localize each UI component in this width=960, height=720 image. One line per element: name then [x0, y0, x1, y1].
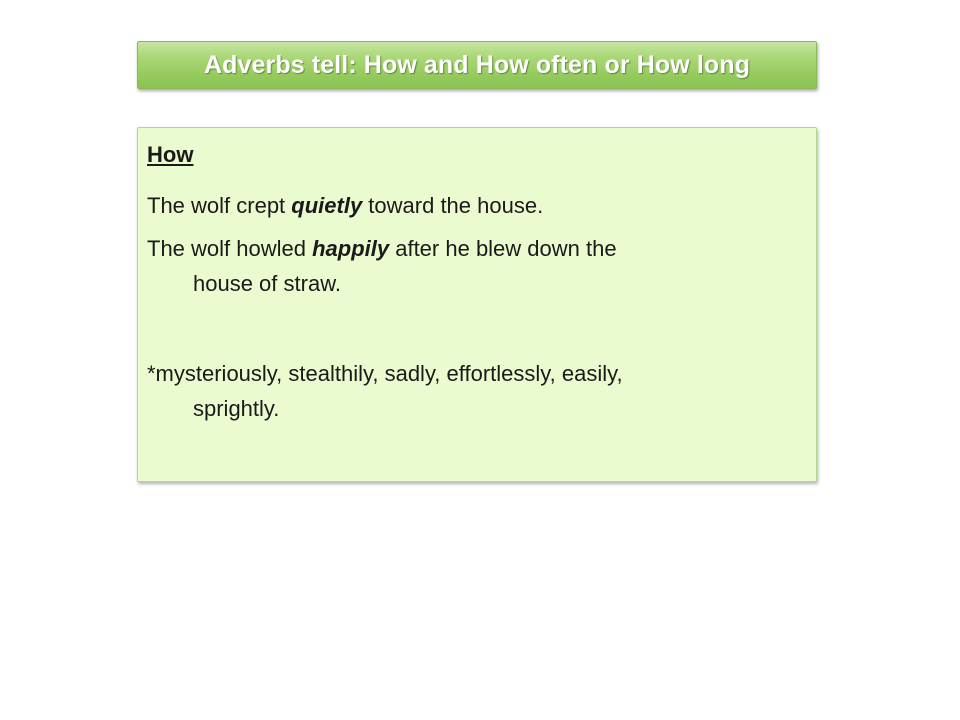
slide-title-bar	[137, 41, 817, 89]
example-sentence-2-continuation: house of straw.	[193, 271, 341, 296]
sentence-1-adverb: quietly	[291, 193, 363, 218]
example-sentence-2	[147, 232, 617, 266]
sentence-2-adverb: happily	[312, 236, 390, 261]
adverb-examples-line-2: sprightly.	[193, 396, 280, 421]
sentence-1-after: toward the house.	[362, 193, 544, 218]
example-sentence-1	[147, 189, 543, 223]
sentence-2-after: after he blew down the	[389, 236, 617, 261]
section-heading: How	[147, 142, 194, 167]
sentence-2-before: The wolf howled	[147, 236, 313, 261]
sentence-1-before: The wolf crept	[147, 193, 292, 218]
content-box	[137, 127, 817, 482]
slide-title: Adverbs tell: How and How often or How long	[204, 50, 750, 79]
adverb-examples-line-1: *mysteriously, stealthily, sadly, effortlessly, easily,	[147, 361, 623, 386]
